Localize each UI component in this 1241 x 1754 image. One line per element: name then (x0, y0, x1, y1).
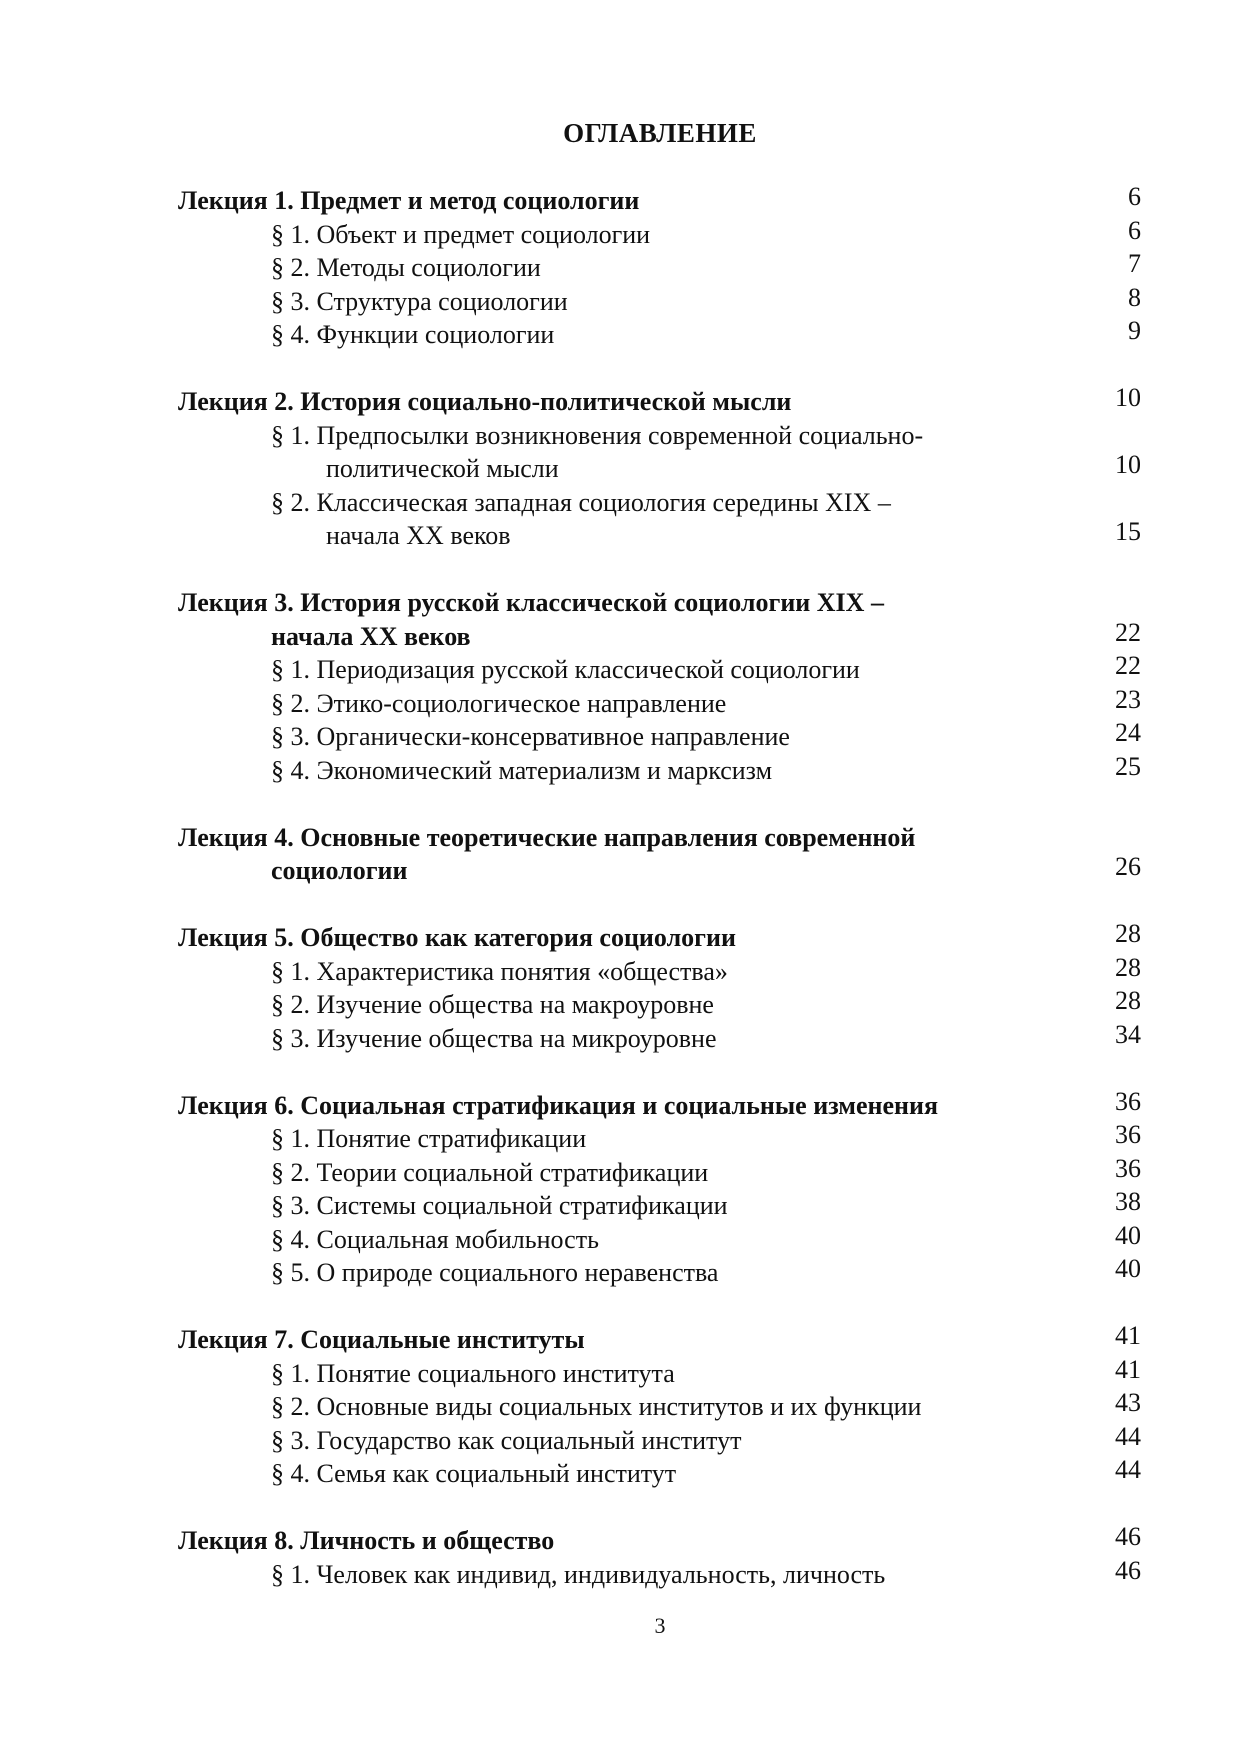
toc-entry-text: политической мысли (326, 454, 559, 483)
toc-lecture-title[interactable] (178, 1524, 1141, 1558)
toc-entry-page: 10 (1115, 450, 1141, 479)
toc-entry-page: 8 (1128, 282, 1141, 312)
toc-entry-page: 22 (1115, 651, 1141, 680)
toc-section-title[interactable] (178, 684, 1141, 721)
toc-entry-text: Лекция 7. Социальные институты (178, 1325, 585, 1354)
toc-section-title[interactable] (178, 1354, 1141, 1391)
toc-entry-page: 40 (1115, 1220, 1141, 1250)
toc-spacer (178, 888, 1141, 922)
toc-entry-text: § 2. Основные виды социальных институтов и их функции (271, 1392, 922, 1421)
toc-entry-page: 44 (1115, 1455, 1141, 1484)
toc-entry-page: 44 (1115, 1421, 1141, 1451)
toc-entry-page: 40 (1115, 1254, 1141, 1283)
toc-entry-text: § 1. Предпосылки возникновения современной социально- (271, 420, 924, 450)
toc-section-title-continued[interactable] (178, 519, 1141, 553)
toc-entry-page: 43 (1115, 1388, 1141, 1417)
toc-section-title[interactable] (178, 720, 1141, 754)
toc-entry-text: § 1. Характеристика понятия «общества» (271, 956, 728, 986)
toc-entry-page: 36 (1115, 1120, 1141, 1149)
toc-entry-text: § 3. Изучение общества на микроуровне (271, 1023, 717, 1053)
toc-entry-text: социологии (271, 856, 408, 885)
toc-lecture-title[interactable] (178, 1086, 1141, 1123)
toc-entry-page: 15 (1115, 517, 1141, 546)
toc-entry-text: Лекция 5. Общество как категория социологии (178, 923, 736, 952)
toc-entry-page: 23 (1115, 684, 1141, 714)
toc-entry-text: Лекция 8. Личность и общество (178, 1526, 555, 1555)
toc-entry-page: 38 (1115, 1187, 1141, 1216)
toc-lecture-title-continued[interactable] (178, 617, 1141, 654)
toc-entry-text: § 5. О природе социального неравенства (271, 1258, 719, 1287)
toc-entry-text: § 1. Понятие социального института (271, 1358, 675, 1388)
toc-spacer (178, 1290, 1141, 1324)
toc-lecture-title[interactable] (178, 385, 1141, 419)
toc-entry-text: § 3. Органически-консервативное направление (271, 722, 790, 751)
toc-entry-page: 24 (1115, 718, 1141, 747)
toc-entry-text: § 1. Объект и предмет социологии (271, 219, 651, 249)
toc-spacer (178, 553, 1141, 587)
toc-spacer (178, 1055, 1141, 1089)
toc-entry-text: § 2. Изучение общества на макроуровне (271, 990, 714, 1019)
toc-section-title[interactable] (178, 653, 1141, 687)
toc-entry-text: начала XX веков (271, 621, 471, 651)
page-title: ОГЛАВЛЕНИЕ (563, 118, 757, 148)
toc-lecture-title-continued[interactable] (178, 854, 1141, 888)
toc-entry-text: § 4. Функции социологии (271, 320, 555, 349)
toc-lecture-title[interactable] (178, 821, 1141, 855)
toc-entry-text: § 2. Методы социологии (271, 253, 541, 282)
toc-entry-page: 28 (1115, 986, 1141, 1015)
toc-entry-page: 46 (1115, 1555, 1141, 1585)
toc-entry-page: 41 (1115, 1321, 1141, 1350)
toc-section-title-continued[interactable] (178, 452, 1141, 486)
toc-section-title[interactable] (178, 251, 1141, 285)
toc-entry-text: § 3. Структура социологии (271, 286, 568, 316)
toc-spacer (178, 1491, 1141, 1525)
toc-entry-text: Лекция 3. История русской классической социологии XIX – (178, 588, 884, 617)
toc-entry-text: § 1. Периодизация русской классической социологии (271, 655, 860, 684)
toc-entry-text: Лекция 6. Социальная стратификация и социальные изменения (178, 1090, 939, 1120)
toc-entry-text: § 4. Социальная мобильность (271, 1224, 599, 1254)
toc-entry-page: 6 (1128, 182, 1141, 211)
toc-entry-text: Лекция 4. Основные теоретические направления современной (178, 822, 916, 852)
toc-lecture-title[interactable] (178, 586, 1141, 620)
toc-section-title[interactable] (178, 486, 1141, 520)
toc-entry-text: § 4. Экономический материализм и марксизм (271, 755, 773, 785)
toc-entry-page: 26 (1115, 852, 1141, 881)
toc-entry-text: § 2. Классическая западная социология середины XIX – (271, 487, 891, 517)
toc-entry-page: 25 (1115, 751, 1141, 781)
toc-section-title[interactable] (178, 1122, 1141, 1156)
toc-lecture-title[interactable] (178, 921, 1141, 955)
toc-entry-page: 7 (1128, 249, 1141, 278)
toc-section-title[interactable] (178, 1555, 1141, 1592)
toc-section-title[interactable] (178, 751, 1141, 788)
toc-section-title[interactable] (178, 1457, 1141, 1491)
toc-section-title[interactable] (178, 1220, 1141, 1257)
toc-entry-text: § 3. Государство как социальный институт (271, 1425, 742, 1455)
toc-section-title[interactable] (178, 419, 1141, 453)
toc-entry-page: 36 (1115, 1086, 1141, 1116)
toc-section-title[interactable] (178, 282, 1141, 319)
toc-section-title[interactable] (178, 1189, 1141, 1223)
toc-section-title[interactable] (178, 1019, 1141, 1056)
toc-entry-page: 6 (1128, 215, 1141, 245)
toc-entry-page: 9 (1128, 316, 1141, 345)
toc-section-title[interactable] (178, 952, 1141, 989)
toc-entry-page: 34 (1115, 1019, 1141, 1049)
page-number: 3 (654, 1613, 666, 1638)
toc-section-title[interactable] (178, 1153, 1141, 1190)
toc-entry-page: 10 (1115, 383, 1141, 412)
toc-entry-page: 28 (1115, 952, 1141, 982)
toc-entry-text: § 2. Этико-социологическое направление (271, 688, 727, 718)
toc-section-title[interactable] (178, 215, 1141, 252)
toc-section-title[interactable] (178, 1390, 1141, 1424)
toc-spacer (178, 352, 1141, 386)
toc-entry-text: Лекция 2. История социально-политической мысли (178, 387, 792, 416)
toc-entry-page: 46 (1115, 1522, 1141, 1551)
toc-section-title[interactable] (178, 988, 1141, 1022)
toc-entry-text: § 4. Семья как социальный институт (271, 1459, 677, 1488)
toc-lecture-title[interactable] (178, 184, 1141, 218)
toc-section-title[interactable] (178, 1256, 1141, 1290)
toc-spacer (178, 787, 1141, 821)
toc-entry-text: § 3. Системы социальной стратификации (271, 1191, 728, 1220)
toc-entry-page: 22 (1115, 617, 1141, 647)
toc-entry-page: 41 (1115, 1354, 1141, 1384)
toc-section-title[interactable] (178, 1421, 1141, 1458)
toc-section-title[interactable] (178, 318, 1141, 352)
toc-lecture-title[interactable] (178, 1323, 1141, 1357)
toc-entry-text: начала XX веков (326, 521, 511, 550)
toc-entry-page: 28 (1115, 919, 1141, 948)
table-of-contents (178, 184, 1141, 1591)
toc-entry-text: Лекция 1. Предмет и метод социологии (178, 186, 640, 215)
toc-entry-text: § 1. Понятие стратификации (271, 1124, 587, 1153)
toc-entry-page: 36 (1115, 1153, 1141, 1183)
toc-entry-text: § 2. Теории социальной стратификации (271, 1157, 709, 1187)
toc-entry-text: § 1. Человек как индивид, индивидуальность, личность (271, 1559, 886, 1589)
